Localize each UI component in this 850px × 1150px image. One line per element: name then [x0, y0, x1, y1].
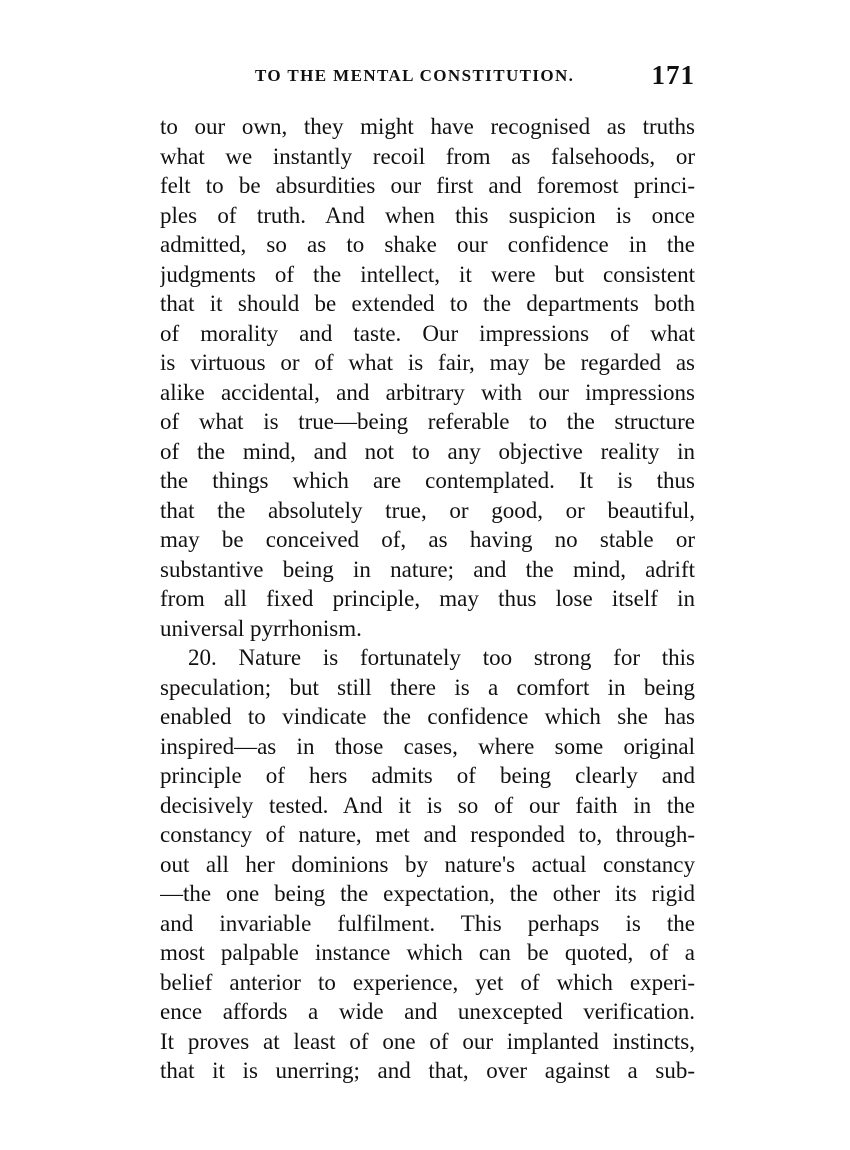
- text-line: felt to be absurdities our first and foremost princi-: [160, 173, 695, 198]
- paragraph-end-line: universal pyrrhonism.: [160, 615, 362, 641]
- text-line: may be conceived of, as having no stable or: [160, 527, 695, 552]
- section-20-first-line: 20. Nature is fortunately too strong for this: [188, 645, 695, 670]
- text-line: from all fixed principle, may thus lose itself in: [160, 586, 695, 611]
- text-line: of morality and taste. Our impressions of what: [160, 320, 695, 346]
- text-line: is virtuous or of what is fair, may be regarded as: [160, 350, 695, 375]
- text-line: of the mind, and not to any objective reality in: [160, 438, 695, 464]
- text-line: enabled to vindicate the confidence which she has: [160, 704, 695, 729]
- text-line: admitted, so as to shake our confidence in the: [160, 232, 695, 257]
- page-number: 171: [651, 60, 695, 90]
- text-line: and invariable fulfilment. This perhaps is the: [160, 910, 695, 936]
- text-line: belief anterior to experience, yet of which experi-: [160, 969, 695, 995]
- text-line: decisively tested. And it is so of our faith in the: [160, 792, 695, 818]
- text-line: that the absolutely true, or good, or beautiful,: [160, 497, 695, 523]
- text-line: It proves at least of one of our implanted instincts,: [160, 1028, 695, 1054]
- text-line: principle of hers admits of being clearly and: [160, 763, 695, 788]
- text-line: ence affords a wide and unexcepted verification.: [160, 999, 695, 1024]
- text-line: speculation; but still there is a comfort in being: [160, 674, 695, 700]
- text-line: the things which are contemplated. It is thus: [160, 468, 695, 493]
- text-line: alike accidental, and arbitrary with our impressions: [160, 379, 695, 405]
- text-line: ples of truth. And when this suspicion is once: [160, 202, 695, 228]
- text-line: out all her dominions by nature's actual constancy: [160, 851, 695, 877]
- text-line: substantive being in nature; and the mind, adrift: [160, 556, 695, 582]
- text-line: most palpable instance which can be quoted, of a: [160, 940, 695, 965]
- running-title: TO THE MENTAL CONSTITUTION.: [255, 66, 575, 85]
- text-line: judgments of the intellect, it were but consistent: [160, 261, 695, 287]
- text-line: that it should be extended to the departments both: [160, 291, 695, 316]
- text-line: what we instantly recoil from as falsehoods, or: [160, 143, 695, 169]
- text-line: constancy of nature, met and responded to, through-: [160, 822, 695, 847]
- text-line: inspired—as in those cases, where some original: [160, 733, 695, 759]
- text-line: —the one being the expectation, the other its rigid: [160, 881, 695, 906]
- text-line: of what is true—being referable to the structure: [160, 409, 695, 434]
- text-line: that it is unerring; and that, over against a sub-: [160, 1058, 695, 1083]
- running-head: [160, 62, 695, 90]
- body-text: [160, 112, 695, 1086]
- text-line: to our own, they might have recognised as truths: [160, 114, 695, 139]
